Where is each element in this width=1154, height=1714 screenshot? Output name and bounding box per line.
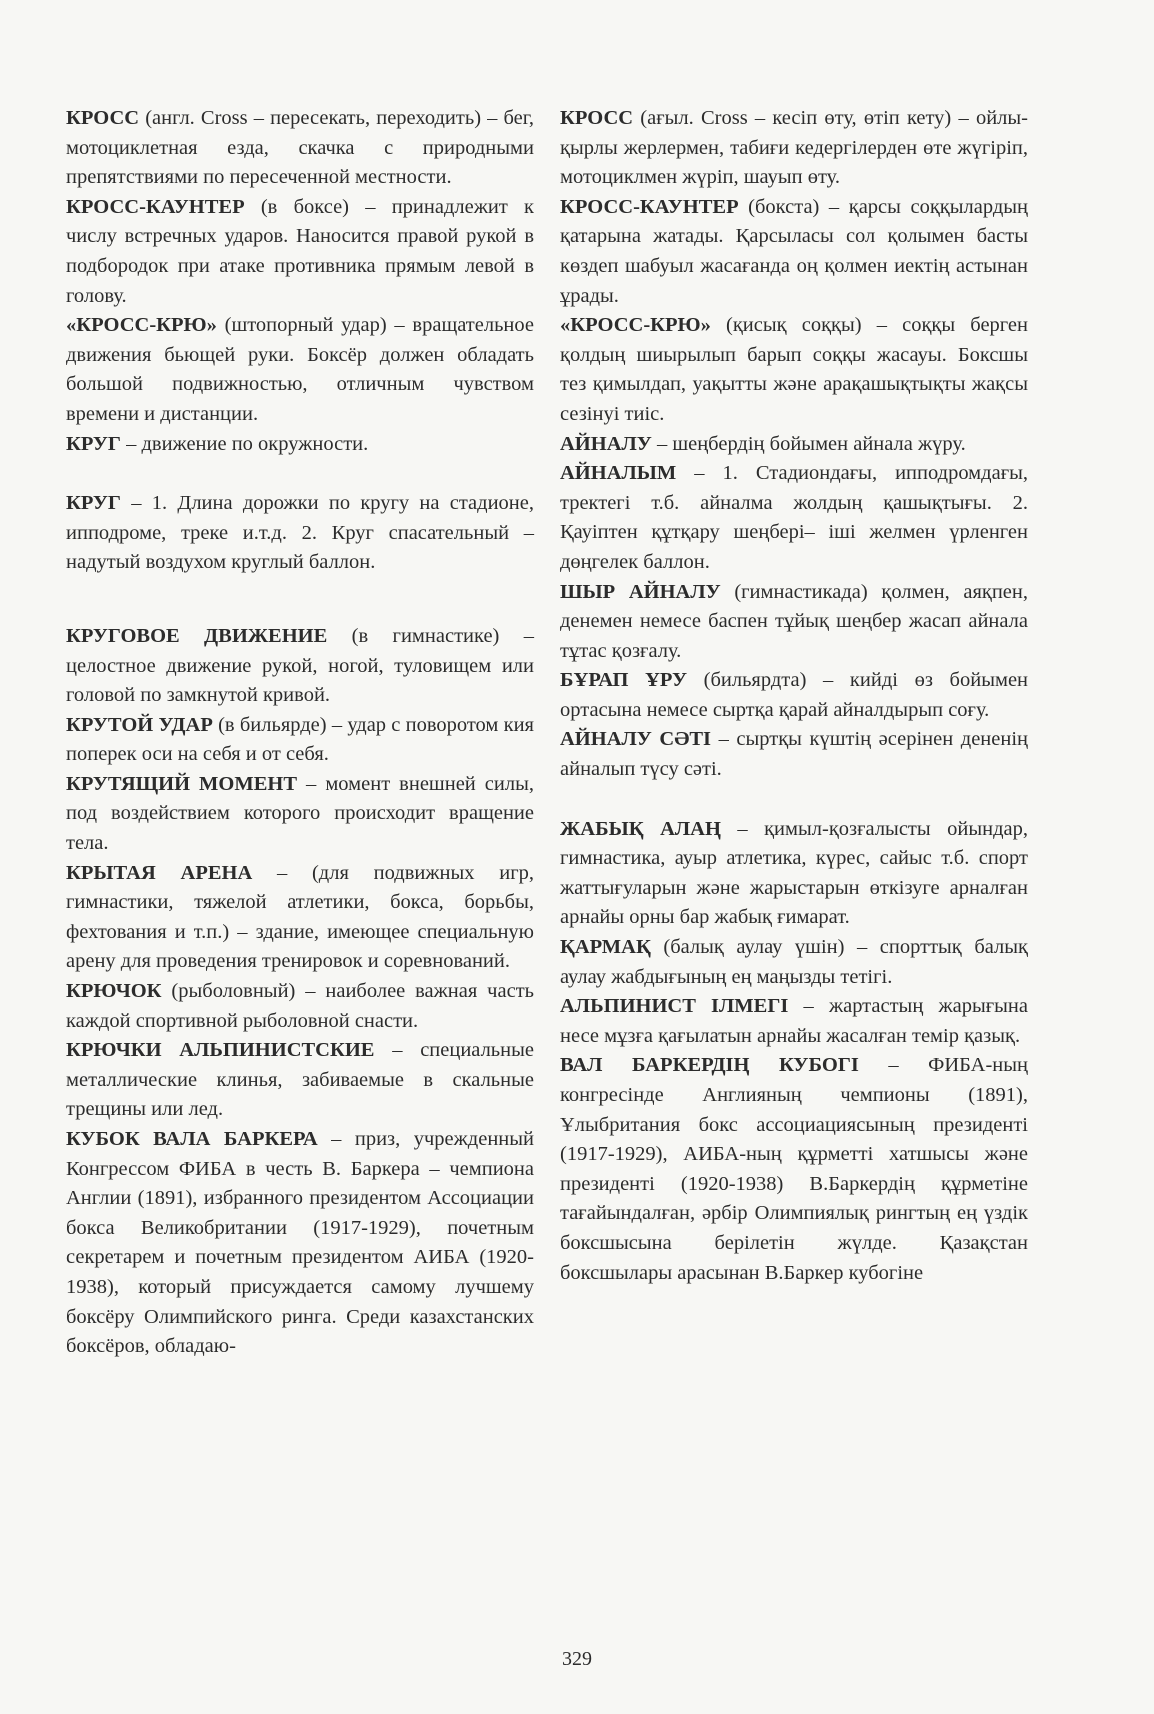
- entry-kross-kaunter: [66, 193, 534, 311]
- entry-term: КРОСС-КАУНТЕР: [560, 195, 739, 218]
- entry-val-barkerdin-kubogi: [560, 1051, 1028, 1288]
- entry-kross: [66, 104, 534, 193]
- entry-term: КРОСС: [560, 107, 634, 129]
- entry-term: ШЫР АЙНАЛУ: [560, 580, 721, 603]
- entry-definition: (англ. Cross – пересекать, переходить) – бег, мотоциклетная езда, скачка с природными препятствиями по пересеченной местности.: [66, 107, 534, 189]
- entry-ainalu-sati: [560, 725, 1028, 784]
- entry-definition: (қисық соққы) – соққы берген қолдың шиырылып барып соққы жасауы. Боксшы тез қимылдап, уақытты және арақашықтықты жақсы сезінуі тиіс.: [560, 314, 1028, 425]
- entry-ainalym: [560, 459, 1028, 577]
- entry-definition: – шеңбердің бойымен айнала жүру.: [651, 432, 966, 455]
- entry-definition: – момент внешней силы, под воздействием которого происходит вращение тела.: [66, 772, 534, 855]
- entry-karmak: [560, 933, 1028, 992]
- entry-krutyashchiy-moment: [66, 770, 534, 859]
- entry-alpinist-ilmegi: [560, 992, 1028, 1051]
- entry-definition: (в гимнастике) – целостное движение рукой, ногой, туловищем или головой по замкнутой кривой.: [66, 624, 534, 707]
- entry-definition: (ағыл. Cross – кесіп өту, өтіп кету) – ойлы-қырлы жерлермен, табиғи кедергілерден өте жүгіріп, мотоциклмен жүріп, шауып өту.: [560, 107, 1028, 189]
- entry-definition: – ФИБА-ның конгресінде Англияның чемпионы (1891), Ұлыбритания бокс ассоциациясының президенті (1917-1929), АИБА-ның құрметті хатшысы және президенті (1920-1938) В.Баркердің құрметіне тағайындалған, әрбір Олимпиялық рингтың ең үздік боксшысына берілетін жүлде. Қазақстан боксшылары арасынан В.Баркер кубогіне: [560, 1054, 1028, 1284]
- entry-kross-kaunter-kz: [560, 193, 1028, 311]
- entry-definition: – жартастың жарығына несе мұзға қағылатын арнайы жасалған темір қазық.: [560, 995, 1028, 1047]
- entry-definition: (в боксе) – принадлежит к числу встречных ударов. Наносится правой рукой в подбородок при атаке противника прямым левой в голову.: [66, 195, 534, 307]
- entry-kryuchok: [66, 977, 534, 1036]
- entry-definition: – (для подвижных игр, гимнастики, тяжелой атлетики, бокса, борьбы, фехтования и т.п.) – здание, имеющее специальную арену для проведения тренировок и соревнований.: [66, 861, 534, 973]
- entry-term: КРОСС-КАУНТЕР: [66, 195, 245, 218]
- entry-term: КУБОК ВАЛА БАРКЕРА: [66, 1128, 318, 1150]
- entry-term: ЖАБЫҚ АЛАҢ: [560, 817, 721, 840]
- entry-kross-kryu: [66, 311, 534, 429]
- entry-term: «КРОСС-КРЮ»: [560, 314, 711, 337]
- entry-term: КРУГ: [66, 492, 121, 515]
- entry-definition: – специальные металлические клинья, забиваемые в скальные трещины или лед.: [66, 1039, 534, 1121]
- entry-definition: (штопорный удар) – вращательное движения бьющей руки. Боксёр должен обладать большой подвижностью, отличным чувством времени и дистанции.: [66, 314, 534, 425]
- entry-definition: (бильярдта) – кийді өз бойымен ортасына немесе сыртқа қарай айналдырып соғу.: [560, 669, 1029, 721]
- entry-term: КРУГ: [66, 432, 121, 455]
- entry-term: АЛЬПИНИСТ ІЛМЕГІ: [560, 995, 789, 1018]
- entry-krutoy-udar: [66, 711, 534, 770]
- entry-term: КРЮЧОК: [66, 980, 162, 1003]
- entry-kross-kryu-kz: [560, 311, 1028, 429]
- entry-term: «КРОСС-КРЮ»: [66, 314, 217, 337]
- entry-term: КРЫТАЯ АРЕНА: [66, 861, 253, 884]
- spacer: [66, 459, 534, 489]
- entry-definition: – қимыл-қозғалысты ойындар, гимнастика, ауыр атлетика, күрес, сайыс т.б. спорт жаттығуларын және жарыстарын өткізуге арналған арнайы орны бар жабық ғимарат.: [560, 817, 1028, 929]
- entry-zhabyk-alan: [560, 815, 1028, 933]
- entry-term: КРУТЯЩИЙ МОМЕНТ: [66, 772, 297, 795]
- spacer: [66, 578, 534, 622]
- entry-kubok-vala-barkera: [66, 1125, 534, 1362]
- entry-term: КРЮЧКИ АЛЬПИНИСТСКИЕ: [66, 1039, 375, 1062]
- entry-ainalu: [560, 430, 1028, 460]
- entry-term: КРУГОВОЕ ДВИЖЕНИЕ: [66, 624, 328, 647]
- entry-burap-uru: [560, 666, 1028, 725]
- entry-definition: (бокста) – қарсы соққылардың қатарына жатады. Қарсыласы сол қолымен басты көздеп шабуыл жасағанда оң қолмен иектің астынан ұрады.: [560, 195, 1028, 307]
- entry-shyr-ainalu: [560, 578, 1028, 667]
- left-column-russian: [66, 104, 534, 1362]
- entry-krytaya-arena: [66, 859, 534, 977]
- entry-definition: – 1. Длина дорожки по кругу на стадионе, ипподроме, треке и.т.д. 2. Круг спасательный – надутый воздухом круглый баллон.: [66, 492, 534, 574]
- entry-term: ВАЛ БАРКЕРДІҢ КУБОГІ: [560, 1054, 859, 1077]
- entry-term: ҚАРМАҚ: [560, 936, 651, 959]
- entry-term: БҰРАП ҰРУ: [560, 669, 687, 692]
- entry-kryuchki-alpinistskie: [66, 1036, 534, 1125]
- entry-term: АЙНАЛЫМ: [560, 462, 677, 485]
- entry-definition: – движение по окружности.: [120, 432, 369, 455]
- entry-term: КРОСС: [66, 107, 140, 129]
- spacer: [560, 785, 1028, 815]
- entry-definition: – 1. Стадиондағы, ипподромдағы, тректегі т.б. айналма жолдың қашықтығы. 2. Қауіптен құтқару шеңбері– іші желмен үрленген дөңгелек баллон.: [560, 462, 1028, 573]
- page-number: 329: [562, 1648, 592, 1670]
- entry-definition: (балық аулау үшін) – спорттық балық аулау жабдығының ең маңызды тетігі.: [560, 936, 1028, 988]
- entry-term: АЙНАЛУ: [560, 432, 652, 455]
- entry-definition: – сыртқы күштің әсерінен дененің айналып түсу сәті.: [560, 728, 1029, 781]
- entry-definition: (гимнастикада) қолмен, аяқпен, денемен немесе баспен тұйық шеңбер жасап айнала тұтас қозғалу.: [560, 580, 1029, 662]
- entry-definition: (в бильярде) – удар с поворотом кия поперек оси на себя и от себя.: [66, 713, 534, 766]
- entry-definition: (рыболовный) – наиболее важная часть каждой спортивной рыболовной снасти.: [66, 980, 534, 1032]
- right-column-kazakh: [560, 104, 1028, 1288]
- entry-krug-1: [66, 430, 534, 460]
- entry-term: КРУТОЙ УДАР: [66, 713, 213, 736]
- entry-krug-2: [66, 489, 534, 578]
- entry-term: АЙНАЛУ СӘТІ: [560, 728, 711, 751]
- entry-krugovoe-dvizhenie: [66, 622, 534, 711]
- entry-definition: – приз, учрежденный Конгрессом ФИБА в честь В. Баркера – чемпиона Англии (1891), избранного президентом Ассоциации бокса Великобритании (1917-1929), почетным секретарем и почетным президентом АИБА (1920-1938), который присуждается самому лучшему боксёру Олимпийского ринга. Среди казахстанских боксёров, обладаю-: [66, 1128, 535, 1358]
- entry-kross-kz: [560, 104, 1028, 193]
